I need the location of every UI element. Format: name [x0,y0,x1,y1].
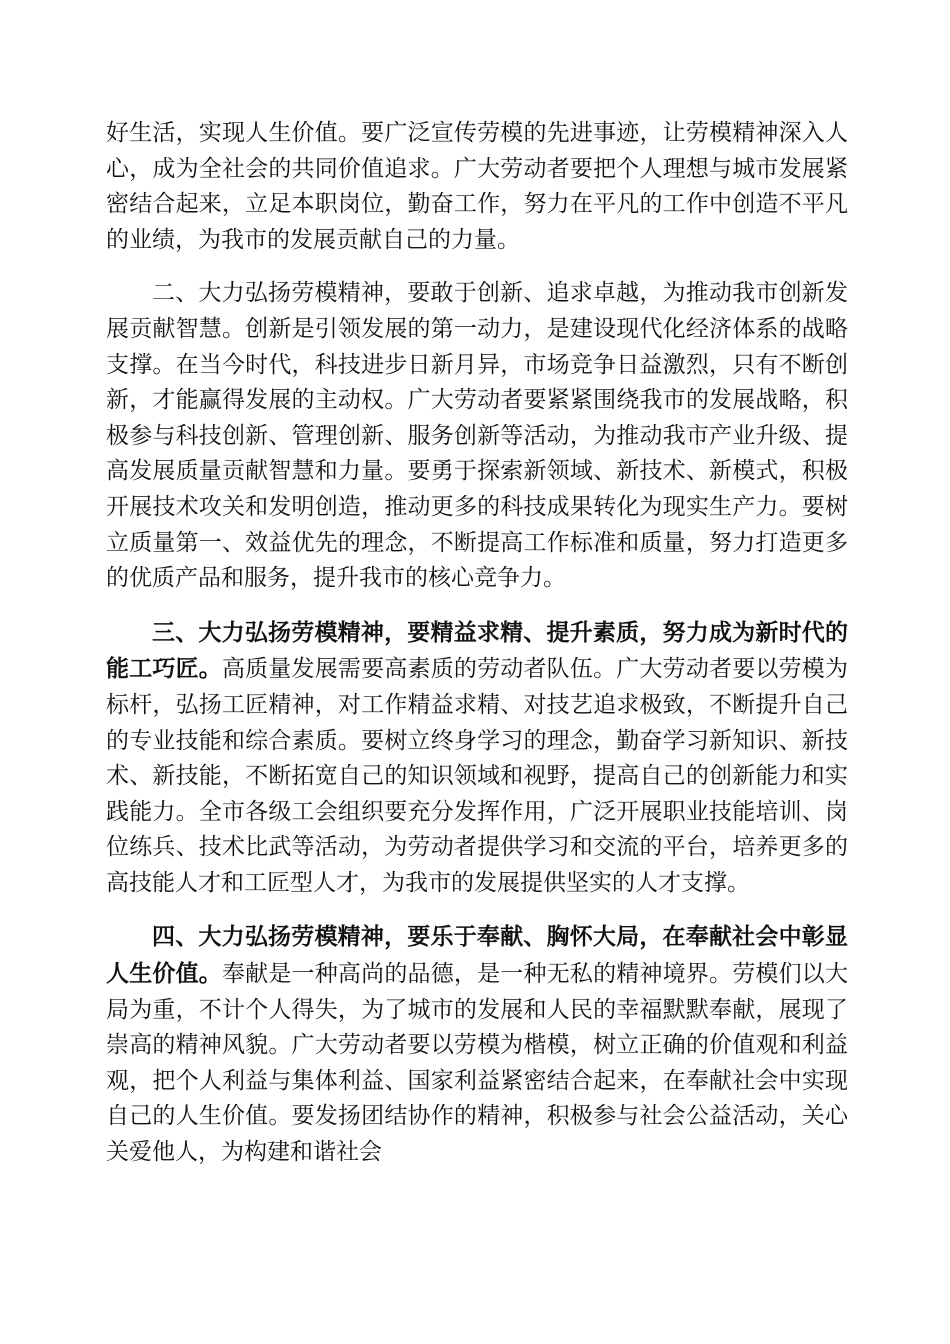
paragraph-section-3 [106,615,848,902]
paragraph-section-2: 二、大力弘扬劳模精神，要敢于创新、追求卓越，为推动我市创新发展贡献智慧。创新是引领发展的第一动力，是建设现代化经济体系的战略支撑。在当今时代，科技进步日新月异，市场竞争日益激烈，只有不断创新，才能赢得发展的主动权。广大劳动者要紧紧围绕我市的发展战略，积极参与科技创新、管理创新、服务创新等活动，为推动我市产业升级、提高发展质量贡献智慧和力量。要勇于探索新领域、新技术、新模式，积极开展技术攻关和发明创造，推动更多的科技成果转化为现实生产力。要树立质量第一、效益优先的理念，不断提高工作标准和质量，努力打造更多的优质产品和服务，提升我市的核心竞争力。 [106,280,848,592]
section-3-heading: 三、大力弘扬劳模精神，要精益求精、提升素质，努力成为新时代的能工巧匠。 [106,618,848,683]
paragraph-continuation: 好生活，实现人生价值。要广泛宣传劳模的先进事迹，让劳模精神深入人心，成为全社会的共同价值追求。广大劳动者要把个人理想与城市发展紧密结合起来，立足本职岗位，勤奋工作，努力在平凡的工作中创造不平凡的业绩，为我市的发展贡献自己的力量。 [106,120,848,253]
section-4-heading: 四、大力弘扬劳模精神，要乐于奉献、胸怀大局，在奉献社会中彰显人生价值。 [106,923,848,988]
section-4-body: 奉献是一种高尚的品德，是一种无私的精神境界。劳模们以大局为重，不计个人得失，为了城市的发展和人民的幸福默默奉献，展现了崇高的精神风貌。广大劳动者要以劳模为楷模，树立正确的价值观和利益观，把个人利益与集体利益、国家利益紧密结合起来，在奉献社会中实现自己的人生价值。要发扬团结协作的精神，积极参与社会公益活动，关心关爱他人，为构建和谐社会 [106,961,849,1166]
paragraph-section-4 [106,919,848,1170]
document-page [106,116,848,1171]
section-3-body: 高质量发展需要高素质的劳动者队伍。广大劳动者要以劳模为标杆，弘扬工匠精神，对工作精益求精、对技艺追求极致，不断提升自己的专业技能和综合素质。要树立终身学习的理念，勤奋学习新知识、新技术、新技能，不断拓宽自己的知识领域和视野，提高自己的创新能力和实践能力。全市各级工会组织要充分发挥作用，广泛开展职业技能培训、岗位练兵、技术比武等活动，为劳动者提供学习和交流的平台，培养更多的高技能人才和工匠型人才，为我市的发展提供坚实的人才支撑。 [106,656,849,896]
